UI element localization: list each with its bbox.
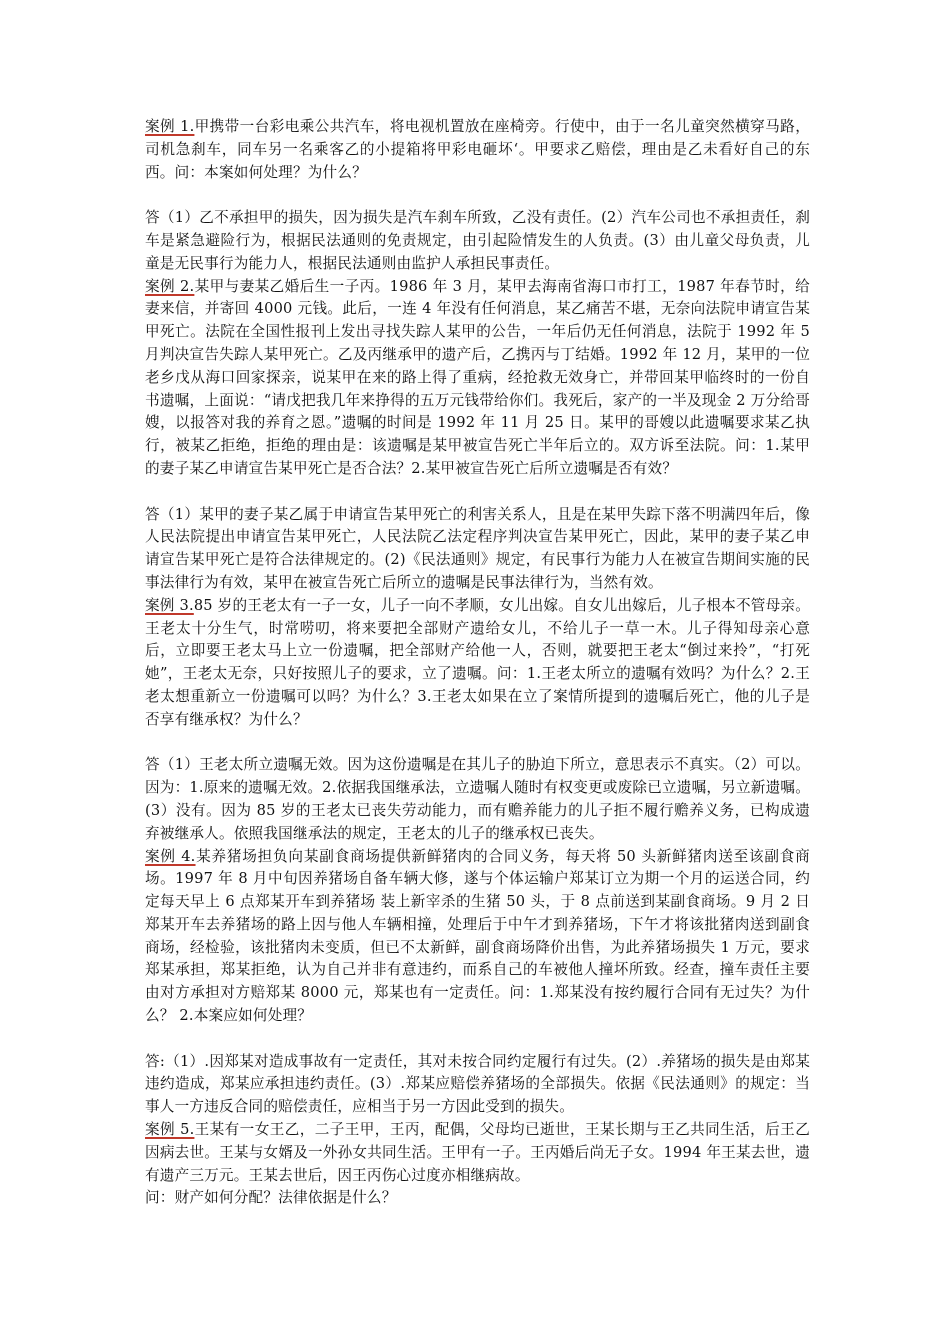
case-2 bbox=[145, 276, 810, 481]
case-1-text: 甲携带一台彩电乘公共汽车，将电视机置放在座椅旁。行使中，由于一名儿童突然横穿马路，司机急刹车，同车另一名乘客乙的小提箱将甲彩电砸坏‘。甲要求乙赔偿，理由是乙未看好自己的东西。问：本案如何处理？为什么？ bbox=[145, 118, 810, 181]
case-2-text: 某甲与妻某乙婚后生一子丙。1986 年 3 月，某甲去海南省海口市打工，1987 年春节时，给妻来信，并寄回 4000 元钱。此后，一连 4 年没有任何消息，某乙痛苦不堪，无奈向法院申请宣告某甲死亡。法院在全国性报刊上发出寻找失踪人某甲的公告，一年后仍无任何消息，法院于 1992 年 5 月判决宣告失踪人某甲死亡。乙及丙继承甲的遗产后，乙携丙与丁结婚。1992 年 12 月，某甲的一位老乡戊从海口回家探亲，说某甲在来的路上得了重病，经抢救无效身亡，并带回某甲临终时的一份自书遗嘱，上面说：“请戊把我几年来挣得的五万元钱带给你们。我死后，家产的一半及现金 2 万分给哥嫂，以报答对我的养育之恩。”遗嘱的时间是 1992 年 11 月 25 日。某甲的哥嫂以此遗嘱要求某乙执行，被某乙拒绝，拒绝的理由是：该遗嘱是某甲被宣告死亡半年后立的。双方诉至法院。问：1.某甲的妻子某乙申请宣告某甲死亡是否合法？2.某甲被宣告死亡后所立遗嘱是否有效？ bbox=[145, 277, 810, 477]
spacer bbox=[145, 184, 810, 207]
spacer bbox=[145, 481, 810, 504]
case-2-label: 案例 2. bbox=[145, 277, 195, 295]
case-5 bbox=[145, 1119, 810, 1187]
document-page bbox=[145, 116, 810, 1210]
spacer bbox=[145, 732, 810, 755]
case-5-label: 案例 5. bbox=[145, 1121, 195, 1139]
case-5-text: 王某有一女王乙，二子王甲，王丙，配偶，父母均已逝世，王某长期与王乙共同生活，后王乙因病去世。王某与女婿及一外孙女共同生活。王甲有一子。王丙婚后尚无子女。1994 年王某去世，遗有遗产三万元。王某去世后，因王丙伤心过度亦相继病故。 bbox=[145, 1121, 810, 1184]
case-1-label: 案例 1. bbox=[145, 118, 195, 135]
case-3 bbox=[145, 595, 810, 732]
case-1-answer: 答（1）乙不承担甲的损失，因为损失是汽车刹车所致，乙没有责任。(2）汽车公司也不承担责任，刹车是紧急避险行为，根据民法通则的免责规定，由引起险情发生的人负责。(3）由儿童父母负责，儿童是无民事行为能力人，根据民法通则由监护人承担民事责任。 bbox=[145, 209, 810, 272]
case-4-label: 案例 4. bbox=[145, 847, 196, 865]
case-5-question: 问：财产如何分配？法律依据是什么？ bbox=[145, 1189, 397, 1207]
case-4-text: 某养猪场担负向某副食商场提供新鲜猪肉的合同义务，每天将 50 头新鲜猪肉送至该副食商场。1997 年 8 月中旬因养猪场自备车辆大修，遂与个体运输户郑某订立为期一个月的运送合同，约定每天早上 6 点郑某开车到养猪场 装上新宰杀的生猪 50 头，于 8 点前送到某副食商场。9 月 2 日郑某开车去养猪场的路上因与他人车辆相撞，处理后于中午才到养猪场，下午才将该批猪肉送到副食商场，经检验，该批猪肉未变质，但已不太新鲜，副食商场降价出售，为此养猪场损失 1 万元，要求郑某承担，郑某拒绝，认为自己并非有意违约，而系自己的车被他人撞坏所致。经查，撞车责任主要由对方承担对方赔郑某 8000 元，郑某也有一定责任。问：1.郑某没有按约履行合同有无过失？为什么？ 2.本案应如何处理？ bbox=[145, 847, 810, 1025]
case-3-label: 案例 3. bbox=[145, 596, 194, 614]
case-4 bbox=[145, 846, 810, 1028]
case-2-answer: 答（1）某甲的妻子某乙属于申请宣告某甲死亡的利害关系人，且是在某甲失踪下落不明满四年后，像人民法院提出申请宣告某甲死亡，人民法院乙法定程序判决宣告某甲死亡，因此，某甲的妻子某乙申请宣告某甲死亡是符合法律规定的。(2)《民法通则》规定，有民事行为能力人在被宣告期间实施的民事法律行为有效，某甲在被宣告死亡后所立的遗嘱是民事法律行为，当然有效。 bbox=[145, 505, 810, 591]
case-1 bbox=[145, 116, 810, 184]
case-4-answer: 答:（1）.因郑某对造成事故有一定责任，其对未按合同约定履行有过失。(2）.养猪场的损失是由郑某违约造成，郑某应承担违约责任。(3）.郑某应赔偿养猪场的全部损失。依据《民法通则》的规定：当事人一方违反合同的赔偿责任，应相当于另一方因此受到的损失。 bbox=[145, 1052, 810, 1116]
case-3-text: 85 岁的王老太有一子一女，儿子一向不孝顺，女儿出嫁。自女儿出嫁后，儿子根本不管母亲。王老太十分生气，时常唠叨，将来要把全部财产遗给女儿，不给儿子一草一木。儿子得知母亲心意后，立即要王老太马上立一份遗嘱，把全部财产给他一人，否则，就要把王老太“倒过来拎”，“打死她”，王老太无奈，只好按照儿子的要求，立了遗嘱。问：1.王老太所立的遗嘱有效吗？为什么？2.王老太想重新立一份遗嘱可以吗？为什么？3.王老太如果在立了案情所提到的遗嘱后死亡，他的儿子是否享有继承权？为什么？ bbox=[145, 596, 810, 728]
spacer bbox=[145, 1028, 810, 1051]
case-3-answer: 答（1）王老太所立遗嘱无效。因为这份遗嘱是在其儿子的胁迫下所立，意思表示不真实。（2）可以。因为：1.原来的遗嘱无效。2.依据我国继承法，立遗嘱人随时有权变更或废除已立遗嘱，另立新遗嘱。(3）没有。因为 85 岁的王老太已丧失劳动能力，而有赡养能力的儿子拒不履行赡养义务，已构成遗弃被继承人。依照我国继承法的规定，王老太的儿子的继承权已丧失。 bbox=[145, 756, 810, 842]
